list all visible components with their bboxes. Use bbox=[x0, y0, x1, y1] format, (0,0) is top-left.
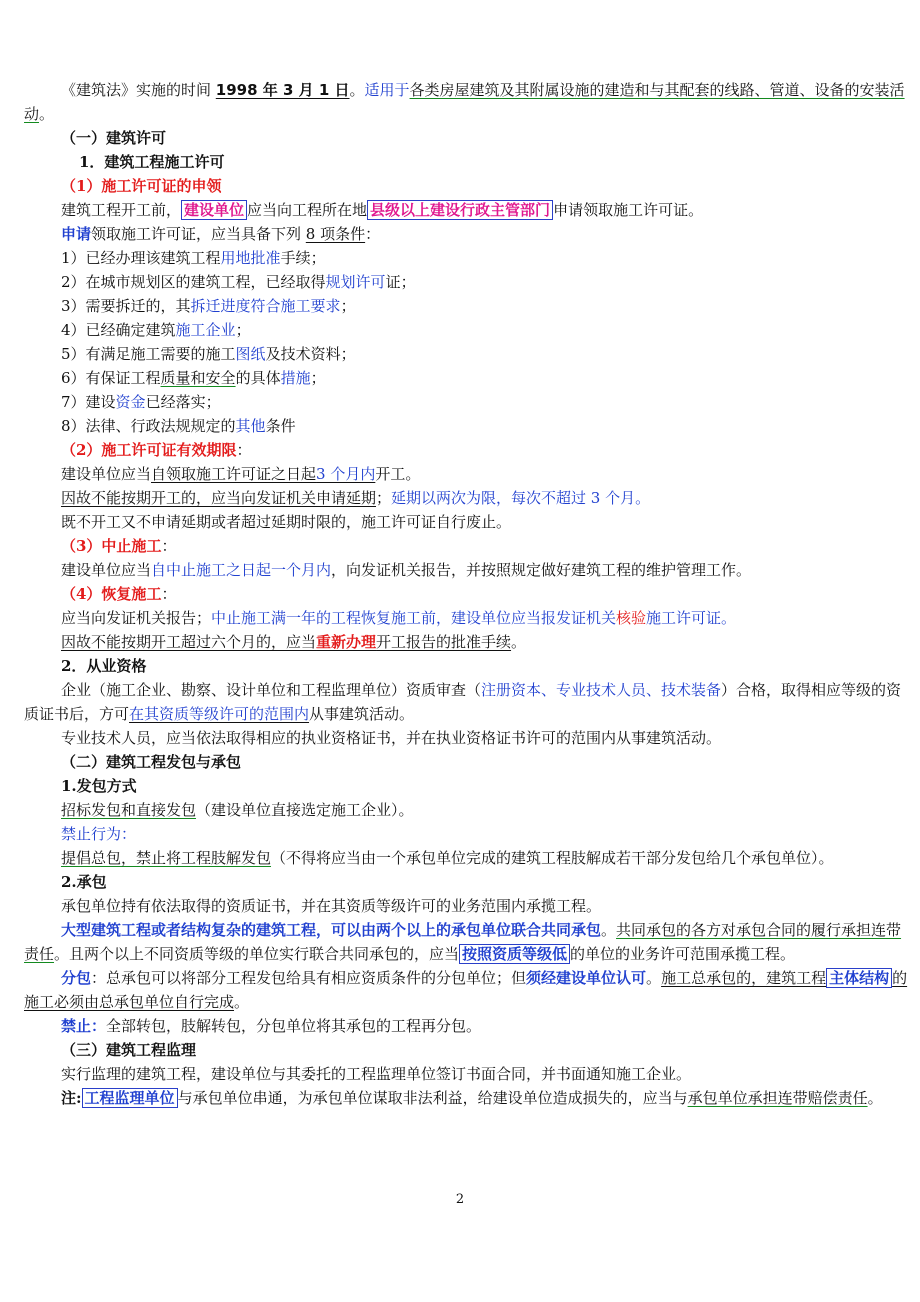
text-line bbox=[24, 510, 908, 534]
text-line bbox=[24, 822, 908, 846]
text-segment: ； bbox=[310, 369, 326, 387]
text-line bbox=[24, 534, 908, 558]
text-segment: 分包 bbox=[61, 969, 92, 987]
text-segment: 1．建筑工程施工许可 bbox=[79, 153, 225, 171]
text-line bbox=[24, 78, 908, 126]
text-segment: 禁止： bbox=[61, 1017, 107, 1035]
text-segment: 5）有满足施工需要的施工 bbox=[61, 345, 236, 363]
text-segment: ； bbox=[376, 489, 392, 507]
text-segment: （三）建筑工程监理 bbox=[61, 1041, 197, 1059]
text-segment: 禁止行为： bbox=[61, 825, 137, 843]
text-segment: 工程监理单位 bbox=[82, 1088, 178, 1108]
text-segment: 用地批准 bbox=[220, 249, 281, 267]
text-line bbox=[24, 414, 908, 438]
text-segment: 。 bbox=[39, 105, 55, 123]
text-line bbox=[24, 1062, 908, 1086]
text-segment: 各类房屋建筑及其附属设施的建造和与其配套的线路、管道、设备的安装活动 bbox=[24, 81, 905, 123]
text-segment: 1998 年 3 月 1 日 bbox=[215, 81, 350, 99]
text-segment: 从事建筑活动。 bbox=[309, 705, 415, 723]
text-line bbox=[24, 126, 908, 150]
text-segment: 招标发包和直接发包 bbox=[61, 801, 197, 819]
text-segment: 主体结构 bbox=[826, 968, 892, 988]
text-segment: 领取施工许可证，应当具备下列 bbox=[91, 225, 306, 243]
text-segment: 8 项条件 bbox=[305, 225, 366, 243]
text-line bbox=[24, 774, 908, 798]
text-line bbox=[24, 438, 908, 462]
text-segment: 措施 bbox=[280, 369, 311, 387]
text-segment: （2）施工许可证有效期限 bbox=[61, 441, 237, 459]
text-segment: 。 bbox=[867, 1089, 883, 1107]
text-segment: 实行监理的建筑工程，建设单位与其委托的工程监理单位签订书面合同，并书面通知施工企业。 bbox=[61, 1065, 692, 1083]
text-line bbox=[24, 486, 908, 510]
text-segment: 因故不能按期开工的，应当向发证机关申请延期 bbox=[61, 489, 377, 507]
text-segment: 施工许可证。 bbox=[646, 609, 737, 627]
text-segment: 应当向发证机关报告； bbox=[61, 609, 212, 627]
text-segment: ： bbox=[161, 537, 177, 555]
text-segment: 核验 bbox=[616, 609, 647, 627]
text-segment: 。 bbox=[511, 633, 527, 651]
text-segment: ：总承包可以将部分工程发包给具有相应资质条件的分包单位；但 bbox=[91, 969, 527, 987]
text-line bbox=[24, 1014, 908, 1038]
text-line bbox=[24, 846, 908, 870]
text-segment: 条件 bbox=[265, 417, 296, 435]
text-segment: 2）在城市规划区的建筑工程，已经取得 bbox=[61, 273, 326, 291]
text-line bbox=[24, 294, 908, 318]
text-line bbox=[24, 726, 908, 750]
text-segment: 承包单位持有依法取得的资质证书，并在其资质等级许可的业务范围内承揽工程。 bbox=[61, 897, 602, 915]
text-line bbox=[24, 198, 908, 222]
text-segment: （一）建筑许可 bbox=[61, 129, 167, 147]
text-line bbox=[24, 798, 908, 822]
text-segment: 中止施工满一年的工程恢复施工前，建设单位应当报发证机关 bbox=[211, 609, 617, 627]
text-segment: 的具体 bbox=[235, 369, 281, 387]
text-line bbox=[24, 222, 908, 246]
text-segment: 1.发包方式 bbox=[61, 777, 137, 795]
text-segment: 申请领取施工许可证。 bbox=[553, 201, 704, 219]
text-segment: 既不开工又不申请延期或者超过延期时限的，施工许可证自行废止。 bbox=[61, 513, 512, 531]
text-segment: 须经建设单位认可 bbox=[526, 969, 647, 987]
text-segment: 已经落实； bbox=[145, 393, 221, 411]
text-line bbox=[24, 342, 908, 366]
text-line bbox=[24, 246, 908, 270]
text-line bbox=[24, 750, 908, 774]
text-segment: 及技术资料； bbox=[265, 345, 356, 363]
text-segment: 图纸 bbox=[235, 345, 266, 363]
text-line bbox=[24, 366, 908, 390]
text-segment: 注册资本、专业技术人员、技术装备 bbox=[481, 681, 722, 699]
text-line bbox=[24, 1038, 908, 1062]
text-segment: 提倡总包，禁止将工程肢解发包 bbox=[61, 849, 272, 867]
text-segment: ，向发证机关报告，并按照规定做好建筑工程的维护管理工作。 bbox=[331, 561, 752, 579]
text-segment: 3）需要拆迁的，其 bbox=[61, 297, 191, 315]
text-segment: 重新办理 bbox=[316, 633, 377, 651]
text-line bbox=[24, 318, 908, 342]
text-segment: 按照资质等级低 bbox=[459, 944, 570, 964]
text-line bbox=[24, 174, 908, 198]
text-segment: 2.承包 bbox=[61, 873, 107, 891]
text-segment: 建设单位 bbox=[181, 200, 247, 220]
text-segment: 共同承包的各方对承包合同的履行承担连带责任 bbox=[24, 921, 902, 963]
text-segment: 资金 bbox=[115, 393, 146, 411]
text-segment: ： bbox=[161, 585, 177, 603]
text-segment: （3）中止施工 bbox=[61, 537, 162, 555]
text-segment: 手续； bbox=[280, 249, 326, 267]
text-segment: 延期以两次为限，每次不超过 3 个月。 bbox=[391, 489, 651, 507]
text-segment: 。 bbox=[646, 969, 662, 987]
text-line bbox=[24, 462, 908, 486]
text-segment: 。且两个以上不同资质等级的单位实行联合共同承包的，应当 bbox=[54, 945, 460, 963]
text-segment: 规划许可 bbox=[325, 273, 386, 291]
text-segment: 大型建筑工程或者结构复杂的建筑工程，可以由两个以上的承包单位联合共同承包 bbox=[61, 921, 602, 939]
text-segment: （1）施工许可证的申领 bbox=[61, 177, 222, 195]
text-segment: 3 个月内 bbox=[316, 465, 376, 483]
text-segment: ； bbox=[340, 297, 356, 315]
text-segment: ）合格，取得相应等级的资质证书后，方可 bbox=[24, 681, 902, 723]
text-line bbox=[24, 870, 908, 894]
text-segment: 注: bbox=[61, 1089, 82, 1107]
text-segment: 全部转包，肢解转包，分包单位将其承包的工程再分包。 bbox=[106, 1017, 482, 1035]
text-segment: 证； bbox=[385, 273, 416, 291]
text-segment: 《建筑法》实施的时间 bbox=[61, 81, 216, 99]
text-segment: 开工。 bbox=[375, 465, 421, 483]
text-segment: 应当向工程所在地 bbox=[247, 201, 368, 219]
text-segment: 建设单位应当 bbox=[61, 465, 152, 483]
text-segment: 建筑工程开工前， bbox=[61, 201, 182, 219]
text-segment: 企业（施工企业、勘察、设计单位和工程监理单位）资质审查（ bbox=[61, 681, 482, 699]
text-segment: 8）法律、行政法规规定的 bbox=[61, 417, 236, 435]
text-segment: 县级以上建设行政主管部门 bbox=[367, 200, 553, 220]
text-line bbox=[24, 270, 908, 294]
text-segment: ： bbox=[236, 441, 252, 459]
text-segment: 适用于 bbox=[364, 81, 410, 99]
text-line bbox=[24, 582, 908, 606]
text-segment: ： bbox=[365, 225, 381, 243]
text-segment: 其他 bbox=[235, 417, 266, 435]
text-segment: 承包单位承担连带赔偿责任 bbox=[687, 1089, 868, 1107]
text-segment: （二）建筑工程发包与承包 bbox=[61, 753, 242, 771]
text-segment: 4）已经确定建筑 bbox=[61, 321, 176, 339]
text-segment: （4）恢复施工 bbox=[61, 585, 162, 603]
text-segment: 。 bbox=[234, 993, 250, 1011]
text-segment: 的单位的业务许可范围承揽工程。 bbox=[570, 945, 796, 963]
text-line bbox=[24, 390, 908, 414]
text-segment: 自领取施工许可证之日起 bbox=[151, 465, 317, 483]
text-segment: 。 bbox=[601, 921, 617, 939]
text-segment: 在其资质等级许可的范围内 bbox=[129, 705, 310, 723]
text-line bbox=[24, 1086, 908, 1110]
text-line bbox=[24, 966, 908, 1014]
text-line bbox=[24, 150, 908, 174]
text-segment: 施工总承包的，建筑工程 bbox=[661, 969, 827, 987]
text-segment: 专业技术人员，应当依法取得相应的执业资格证书，并在执业资格证书许可的范围内从事建筑活动。 bbox=[61, 729, 722, 747]
text-segment: （建设单位直接选定施工企业）。 bbox=[196, 801, 414, 819]
text-line bbox=[24, 654, 908, 678]
text-line bbox=[24, 558, 908, 582]
page-number: 2 bbox=[455, 1192, 465, 1207]
text-segment: （不得将应当由一个承包单位完成的建筑工程肢解成若干部分发包给几个承包单位）。 bbox=[271, 849, 834, 867]
text-segment: 1）已经办理该建筑工程 bbox=[61, 249, 221, 267]
text-segment: 7）建设 bbox=[61, 393, 116, 411]
text-segment: ； bbox=[235, 321, 251, 339]
text-line bbox=[24, 606, 908, 630]
text-segment: 开工报告的批准手续 bbox=[376, 633, 512, 651]
text-line bbox=[24, 918, 908, 966]
text-segment: 质量和安全 bbox=[160, 369, 236, 387]
text-segment: 的施工必须由总承包单位自行完成 bbox=[24, 969, 908, 1011]
text-segment: 与承包单位串通，为承包单位谋取非法利益，给建设单位造成损失的，应当与 bbox=[177, 1089, 688, 1107]
text-segment: 自中止施工之日起一个月内 bbox=[151, 561, 332, 579]
text-line bbox=[24, 678, 908, 726]
text-line bbox=[24, 630, 908, 654]
text-segment: 拆迁进度符合施工要求 bbox=[190, 297, 341, 315]
text-line bbox=[24, 894, 908, 918]
text-segment: 建设单位应当 bbox=[61, 561, 152, 579]
text-segment: 因故不能按期开工超过六个月的，应当 bbox=[61, 633, 317, 651]
text-segment: 2．从业资格 bbox=[61, 657, 147, 675]
text-segment: 申请 bbox=[61, 225, 92, 243]
text-segment: 。 bbox=[349, 81, 365, 99]
document-body bbox=[24, 78, 908, 1110]
text-segment: 施工企业 bbox=[175, 321, 236, 339]
text-segment: 6）有保证工程 bbox=[61, 369, 161, 387]
